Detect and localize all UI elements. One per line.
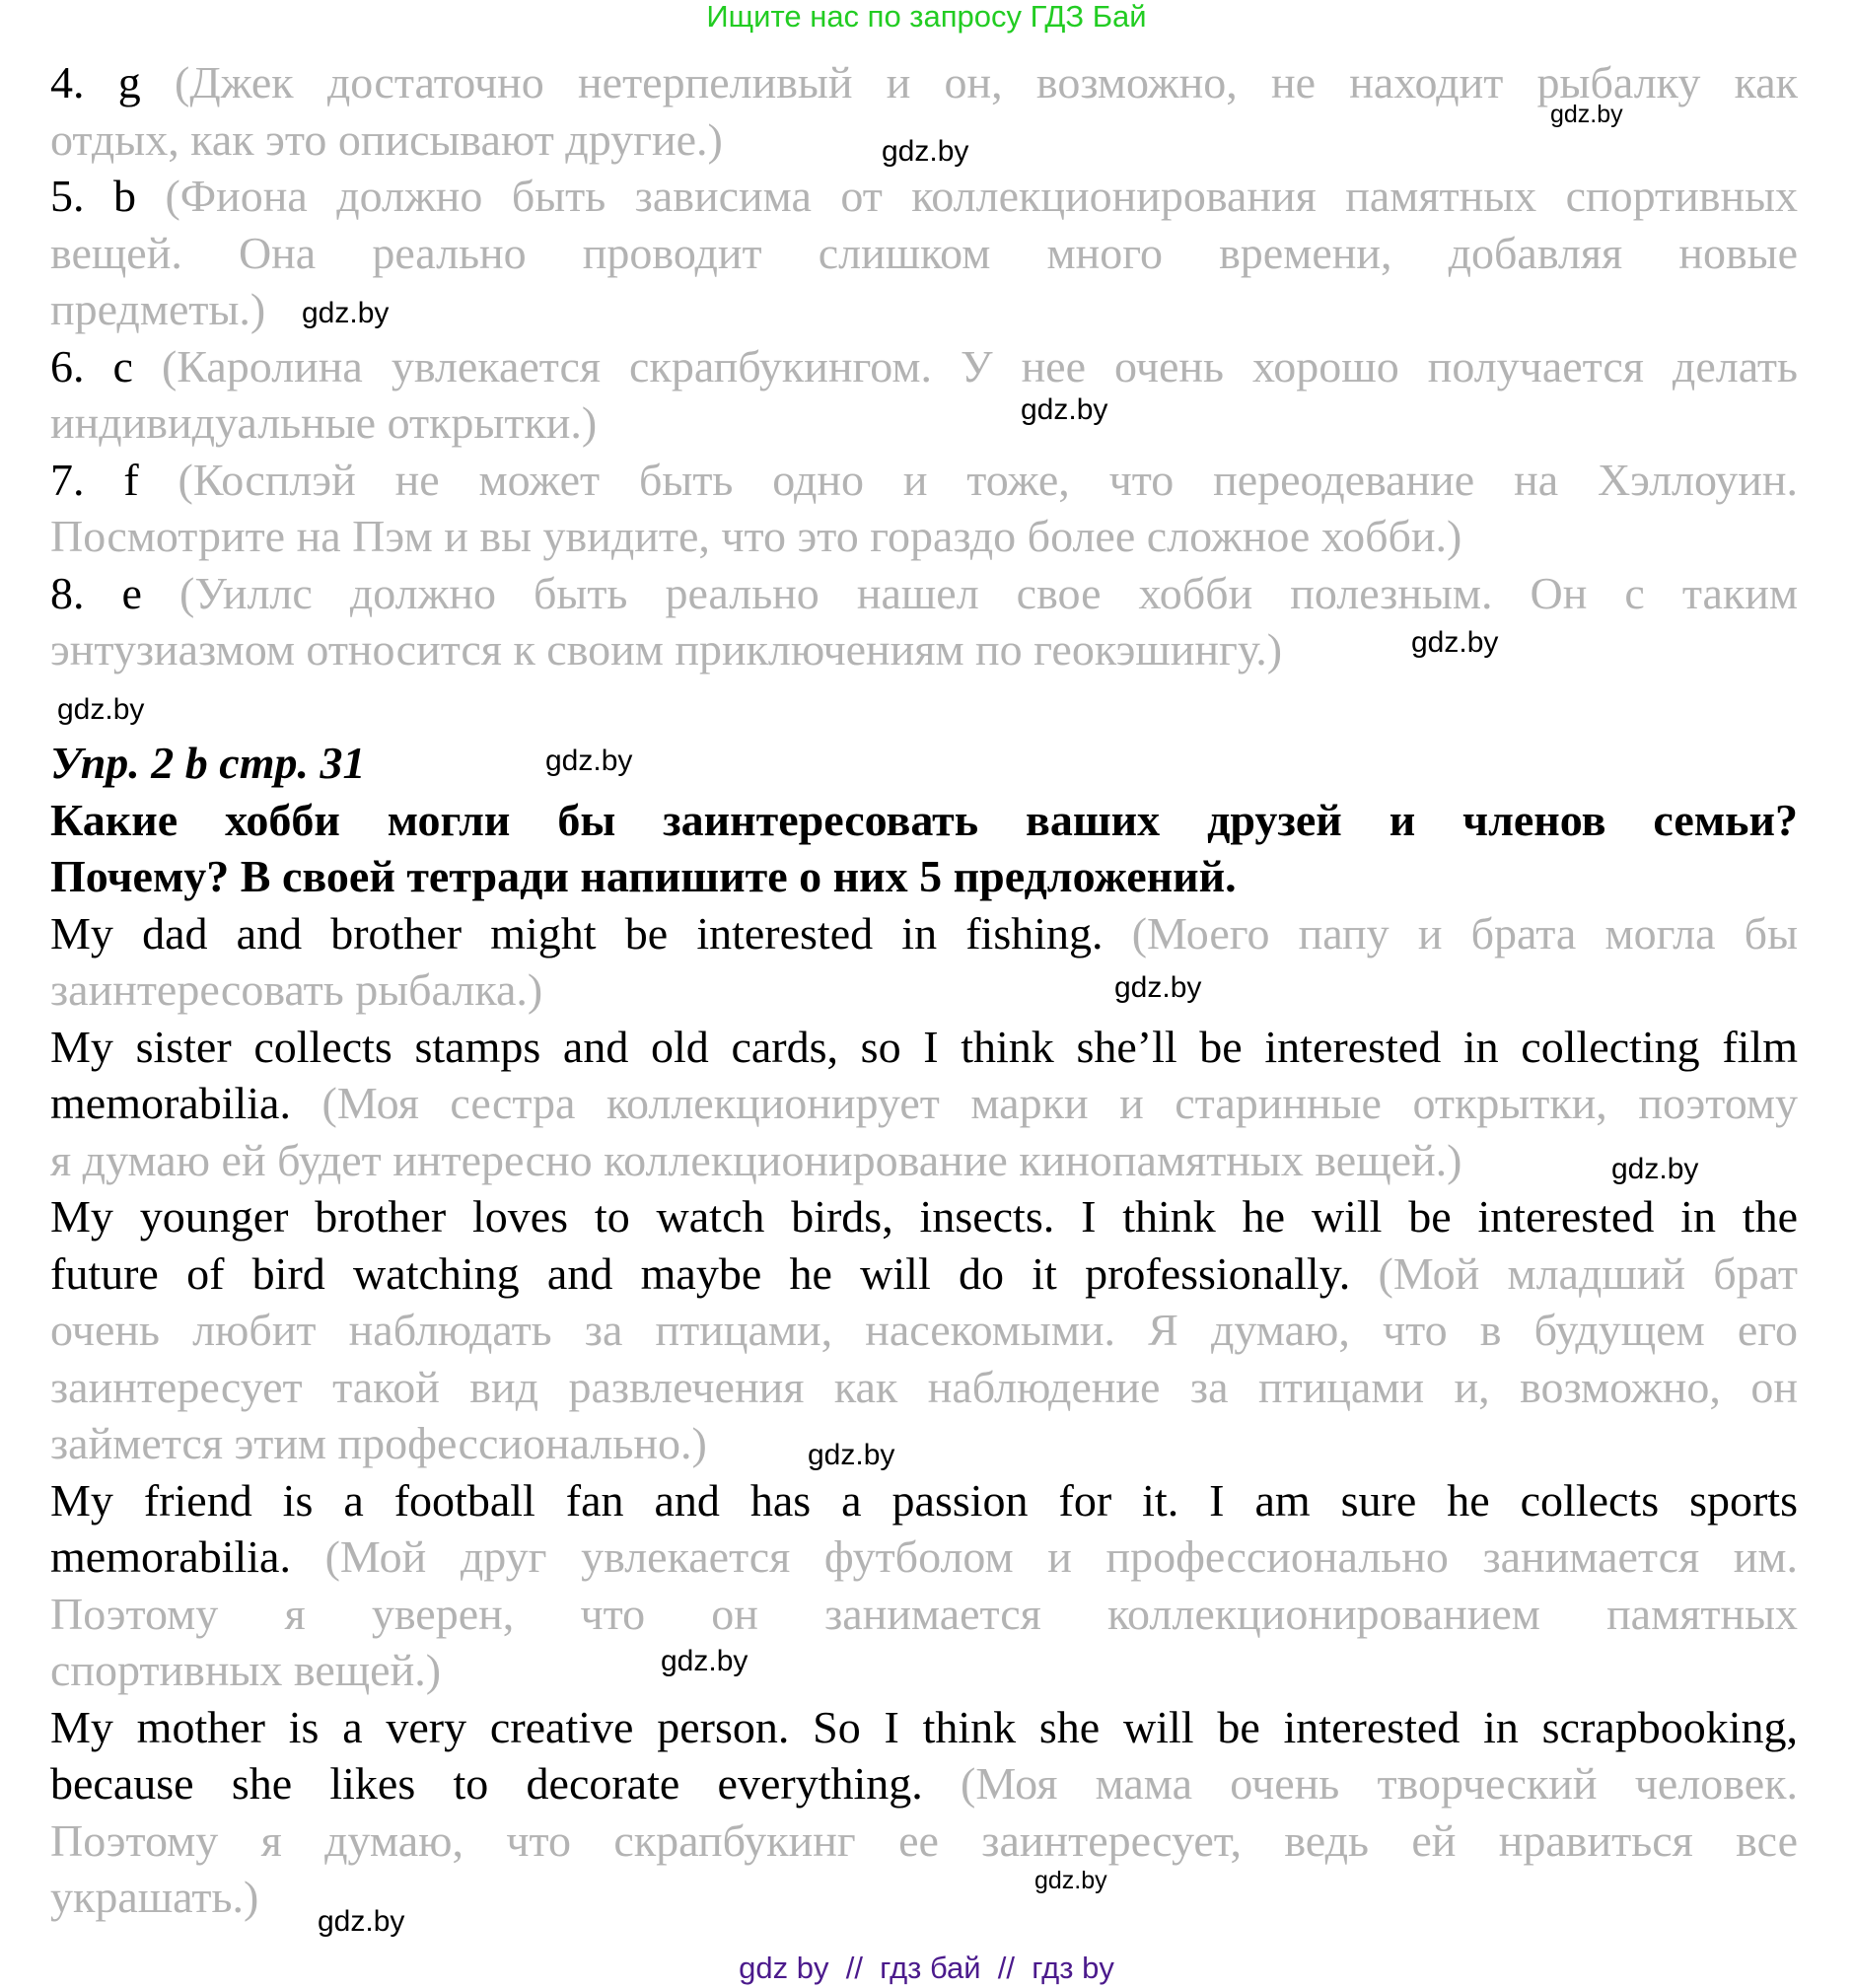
translation-text: Посмотрите на Пэм и вы увидите, что это гораздо более сложное хобби.)	[50, 511, 1462, 561]
text-line	[50, 1302, 1798, 1359]
text-line	[50, 1812, 1798, 1870]
task-text-line	[50, 848, 1798, 905]
translation-text: (Фиона должно быть зависима от коллекционирования памятных спортивных	[165, 171, 1798, 221]
watermark: gdz.by	[661, 1645, 748, 1677]
text-line	[50, 1075, 1798, 1132]
translation-text: отдых, как это описывают другие.)	[50, 113, 723, 165]
answer-text: Почему? В своей тетради напишите о них 5 предложений.	[50, 851, 1237, 901]
text-line	[50, 394, 1798, 452]
answer-content	[50, 54, 1798, 1926]
text-line	[50, 905, 1798, 962]
exercise-heading	[50, 735, 1798, 792]
translation-text: очень любит наблюдать за птицами, насекомыми. Я думаю, что в будущем его	[50, 1305, 1798, 1355]
translation-text: я думаю ей будет интересно коллекционирование кинопамятных вещей.)	[50, 1134, 1462, 1185]
text-line	[50, 1019, 1798, 1076]
text-line	[50, 1359, 1798, 1416]
translation-text: заинтересовать рыбалка.)	[50, 964, 543, 1015]
text-line	[50, 621, 1798, 678]
translation-text: украшать.)	[50, 1872, 259, 1922]
translation-text: спортивных вещей.)	[50, 1645, 442, 1695]
translation-text: (Моего папу и брата могла бы	[1131, 907, 1798, 958]
text-line	[50, 168, 1798, 225]
translation-text: индивидуальные открытки.)	[50, 397, 598, 448]
text-line	[50, 225, 1798, 282]
watermark: gdz.by	[1021, 393, 1108, 426]
text-line	[50, 1642, 1798, 1699]
translation-text: займется этим профессионально.)	[50, 1418, 707, 1468]
text-line	[50, 1188, 1798, 1245]
watermark: gdz.by	[302, 297, 390, 329]
text-line	[50, 54, 1798, 111]
answer-text: Упр. 2 b стр. 31	[50, 738, 366, 788]
translation-text: (Уиллс должно быть реально нашел свое хобби полезным. Он с таким	[179, 567, 1798, 618]
answer-text: My friend is a football fan and has a passion for it. I am sure he collects sports	[50, 1474, 1798, 1526]
watermark: gdz.by	[318, 1905, 405, 1938]
task-text-line	[50, 792, 1798, 849]
watermark: gdz.by	[1034, 1867, 1107, 1894]
answer-text: 7. f	[50, 454, 178, 505]
translation-text: (Мой друг увлекается футболом и профессионально занимается им.	[324, 1531, 1798, 1582]
translation-text: предметы.)	[50, 284, 266, 334]
translation-text: (Джек достаточно нетерпеливый и он, возможно, не находит рыбалку как	[175, 57, 1799, 107]
text-line	[50, 1528, 1798, 1586]
watermark: gdz.by	[1611, 1153, 1699, 1185]
text-line	[50, 678, 1798, 736]
watermark: gdz.by	[1411, 626, 1499, 659]
watermark: gdz.by	[808, 1439, 895, 1471]
answer-text: Какие хобби могли бы заинтересовать ваших друзей и членов семьи?	[50, 794, 1798, 845]
translation-text: (Моя сестра коллекционирует марки и старинные открытки, поэтому	[321, 1078, 1798, 1128]
answer-text: 6. c	[50, 340, 162, 391]
answer-text: future of bird watching and maybe he will do it professionally.	[50, 1247, 1379, 1299]
text-line	[50, 338, 1798, 395]
answer-text: 5. b	[50, 171, 166, 221]
text-line	[50, 565, 1798, 622]
answer-text: My dad and brother might be interested in fishing.	[50, 907, 1132, 958]
text-line	[50, 1245, 1798, 1303]
text-line	[50, 1472, 1798, 1529]
answer-text: 8. e	[50, 567, 179, 618]
translation-text: энтузиазмом относится к своим приключениям по геокэшингу.)	[50, 624, 1283, 674]
translation-text: (Мой младший брат	[1378, 1247, 1798, 1299]
text-line	[50, 1755, 1798, 1812]
translation-text: Поэтому я думаю, что скрапбукинг ее заинтересует, ведь ей нравиться все	[50, 1814, 1798, 1866]
answer-text: because she likes to decorate everything.	[50, 1758, 961, 1809]
text-line	[50, 1869, 1798, 1926]
text-line	[50, 1415, 1798, 1472]
text-line	[50, 1132, 1798, 1189]
translation-text: (Моя мама очень творческий человек.	[961, 1758, 1798, 1809]
text-line	[50, 1586, 1798, 1643]
watermark: gdz.by	[1114, 971, 1202, 1004]
footer-links: gdz by // гдз бай // гдз by	[739, 1951, 1114, 1985]
watermark: gdz.by	[57, 693, 145, 726]
search-banner: Ищите нас по запросу ГДЗ Бай	[706, 0, 1147, 34]
translation-text: Поэтому я уверен, что он занимается коллекционированием памятных	[50, 1588, 1798, 1639]
answer-text: 4. g	[50, 57, 175, 107]
watermark: gdz.by	[882, 135, 969, 168]
text-line	[50, 508, 1798, 565]
watermark: gdz.by	[1550, 101, 1623, 128]
answer-text: My younger brother loves to watch birds, insects. I think he will be interested in the	[50, 1191, 1798, 1242]
answer-text: memorabilia.	[50, 1531, 325, 1582]
translation-text: (Каролина увлекается скрапбукингом. У нее очень хорошо получается делать	[161, 340, 1799, 391]
text-line	[50, 961, 1798, 1019]
answer-text: memorabilia.	[50, 1078, 322, 1128]
answer-text: My mother is a very creative person. So I think she will be interested in scrapbooking,	[50, 1701, 1798, 1752]
translation-text: (Косплэй не может быть одно и тоже, что переодевание на Хэллоуин.	[178, 454, 1798, 505]
answer-text: My sister collects stamps and old cards, so I think she’ll be interested in collecting film	[50, 1021, 1798, 1072]
text-line	[50, 1699, 1798, 1756]
text-line	[50, 452, 1798, 509]
translation-text: заинтересует такой вид развлечения как наблюдение за птицами и, возможно, он	[50, 1361, 1798, 1412]
watermark: gdz.by	[545, 745, 633, 777]
translation-text: вещей. Она реально проводит слишком много времени, добавляя новые	[50, 227, 1798, 278]
